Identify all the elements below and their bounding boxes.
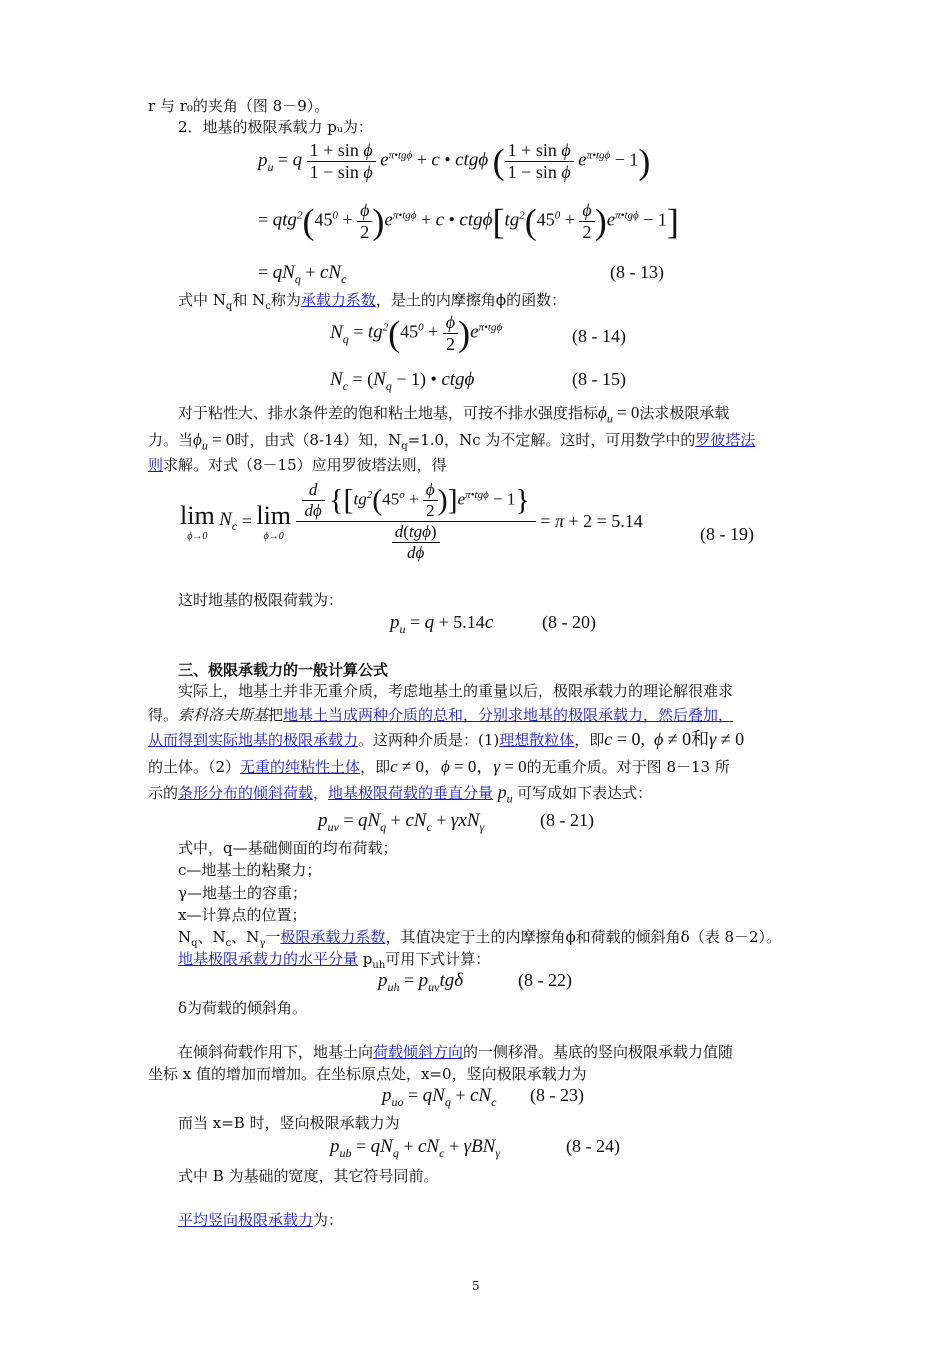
text-line: 则求解。对式（8－15）应用罗彼塔法则，得 <box>148 456 447 474</box>
link-average-vertical-capacity[interactable]: 平均竖向极限承载力 <box>178 1211 314 1229</box>
text-line: 平均竖向极限承载力为： <box>178 1211 344 1229</box>
equation-nc: $N_c = (N_q - 1)$ • ctgϕ <box>330 369 475 393</box>
text-line: 力。当$\phi_u = 0$时，由式（8-14）知，$N_q=1.0$，Nc 为不定解。这时，可用数学中的罗彼塔法 <box>148 430 756 453</box>
text-line: 实际上，地基土并非无重介质，考虑地基土的重量以后，极限承载力的理论解很难求 <box>178 682 734 700</box>
link-vertical-component[interactable]: 地基极限荷载的垂直分量 <box>328 784 494 802</box>
text-line: 从而得到实际地基的极限承载力。这两种介质是：(1)理想散粒体，即c = 0, ϕ ≠ 0和γ ≠ 0 <box>148 729 745 749</box>
text-line: 对于粘性大、排水条件差的饱和粘土地基，可按不排水强度指标$\phi_u = 0$法求极限承载 <box>178 403 730 426</box>
equation-label: (8 - 22) <box>518 970 572 990</box>
equation-pu-undrained: $p_u = q + 5.14c$ <box>390 612 494 636</box>
equation-pu-line3: = $qN_q + cN_c$ <box>258 262 347 286</box>
link-actual-capacity[interactable]: 从而得到实际地基的极限承载力 <box>148 731 359 749</box>
equation-label: (8 - 14) <box>572 326 626 346</box>
text-line: 2．地基的极限承载力 pᵤ为： <box>178 118 373 136</box>
equation-puo: $p_{uo} = qN_q + cN_c$ <box>382 1085 497 1109</box>
equation-label: (8 - 13) <box>610 262 664 282</box>
equation-puv: $p_{uv} = qN_q + cN_c + \gamma xN_\gamma$ <box>318 810 485 834</box>
equation-label: (8 - 15) <box>572 369 626 389</box>
equation-label: (8 - 20) <box>542 612 596 632</box>
text-line: $N_q$、$N_c$、$N_\gamma$一极限承载力系数，其值决定于土的内摩擦角ϕ和荷载的倾斜角δ（表 8－2）。 <box>178 928 782 949</box>
equation-nq: $N_q = tg^2(45^0$ + $\frac{\phi}{2}$ )$e^{\pi•tg\phi}$ <box>330 312 503 354</box>
equation-label: (8 - 21) <box>540 810 594 830</box>
text-line: 的土体。（2）无重的纯粘性土体，即c ≠ 0，ϕ = 0，γ = 0的无重介质。对于图 8－13 所 <box>148 757 730 776</box>
link-horizontal-component[interactable]: 地基极限承载力的水平分量 <box>178 950 359 968</box>
text-line: x—计算点的位置； <box>178 906 307 924</box>
link-bearing-capacity-factor[interactable]: 承载力系数 <box>300 291 376 309</box>
text-line: r 与 r₀的夹角（图 8－9）。 <box>148 97 330 115</box>
text-line: 坐标 x 值的增加而增加。在坐标原点处，x=0，竖向极限承载力为 <box>148 1065 587 1083</box>
equation-pu-line2: = $qtg^2(45^0$ + $\frac{\phi}{2}$ )$e^{\pi•tg\phi} + c$ • $ctg\phi[tg^2(45^0$ + $\frac{\phi}{2}$ )$e^{\pi•tg\phi} - 1$] <box>258 200 679 242</box>
equation-pub: $p_{ub} = qN_q + cN_c + \gamma BN_\gamma$ <box>330 1136 501 1160</box>
equation-limit-nc: lim ϕ→0 $N_c$ = lim ϕ→0 $\frac{d}{d\phi}$ {[$tg^2(45^o$ + $\frac{\phi}{2}$ )]$e^{\pi•tg\phi} - 1$} $\frac{\text{d(tgϕ)}}{d\phi}$ = π + 2 = 5.14 <box>180 480 643 562</box>
text-line: 在倾斜荷载作用下，地基土向荷载倾斜方向的一侧移滑。基底的竖向极限承载力值随 <box>178 1043 734 1061</box>
link-weightless-clay[interactable]: 无重的纯粘性土体 <box>240 758 361 776</box>
equation-label: (8 - 19) <box>700 524 754 544</box>
page-number: 5 <box>472 1279 480 1293</box>
text-line: 地基极限承载力的水平分量 $p_{uh}$可用下式计算： <box>178 950 491 971</box>
text-line: 式中 $N_q$和 $N_c$称为承载力系数，是土的内摩擦角ϕ的函数： <box>178 291 567 312</box>
link-lhopital-rule-end[interactable]: 则 <box>148 456 164 474</box>
equation-label: (8 - 24) <box>566 1136 620 1156</box>
text-line: 得。索科洛夫斯基把地基土当成两种介质的总和，分别求地基的极限承载力，然后叠加， <box>148 706 734 724</box>
text-line: δ为荷载的倾斜角。 <box>178 999 308 1017</box>
equation-puh: $p_{uh} = p_{uv}tg\delta$ <box>378 970 464 994</box>
text-line: 示的条形分布的倾斜荷载，地基极限荷载的垂直分量 $p_u$ 可写成如下表达式： <box>148 782 653 806</box>
link-lhopital-rule[interactable]: 罗彼塔法 <box>695 431 756 449</box>
link-load-inclination-direction[interactable]: 荷载倾斜方向 <box>373 1043 464 1061</box>
section-heading: 三、极限承载力的一般计算公式 <box>178 661 389 679</box>
equation-pu-line1: $p_u = q$ $\frac{\text{1 + sin ϕ}}{\text{1 − sin ϕ}}$ $e^{\pi•tg\phi} + c$ • ctgϕ ( $\frac{\text{1 + sin ϕ}}{\text{1 − sin ϕ}}$ $e^{\pi•tg\phi} - 1$) <box>258 140 651 182</box>
text-line: 这时地基的极限荷载为： <box>178 591 344 609</box>
text-line: 式中，q—基础侧面的均布荷载； <box>178 839 398 857</box>
link-ultimate-capacity-factor[interactable]: 极限承载力系数 <box>280 928 386 946</box>
text-line: c—地基土的粘聚力； <box>178 861 322 879</box>
equation-label: (8 - 23) <box>530 1085 584 1105</box>
link-ideal-granular[interactable]: 理想散粒体 <box>499 731 575 749</box>
text-line: 式中 B 为基础的宽度，其它符号同前。 <box>178 1167 439 1185</box>
link-strip-inclined-load[interactable]: 条形分布的倾斜荷载 <box>178 784 314 802</box>
link-two-media[interactable]: 地基土当成两种介质的总和，分别求地基的极限承载力，然后叠加， <box>283 706 734 724</box>
text-line: γ—地基土的容重； <box>178 884 307 902</box>
text-line: 而当 x=B 时，竖向极限承载力为 <box>178 1114 400 1132</box>
